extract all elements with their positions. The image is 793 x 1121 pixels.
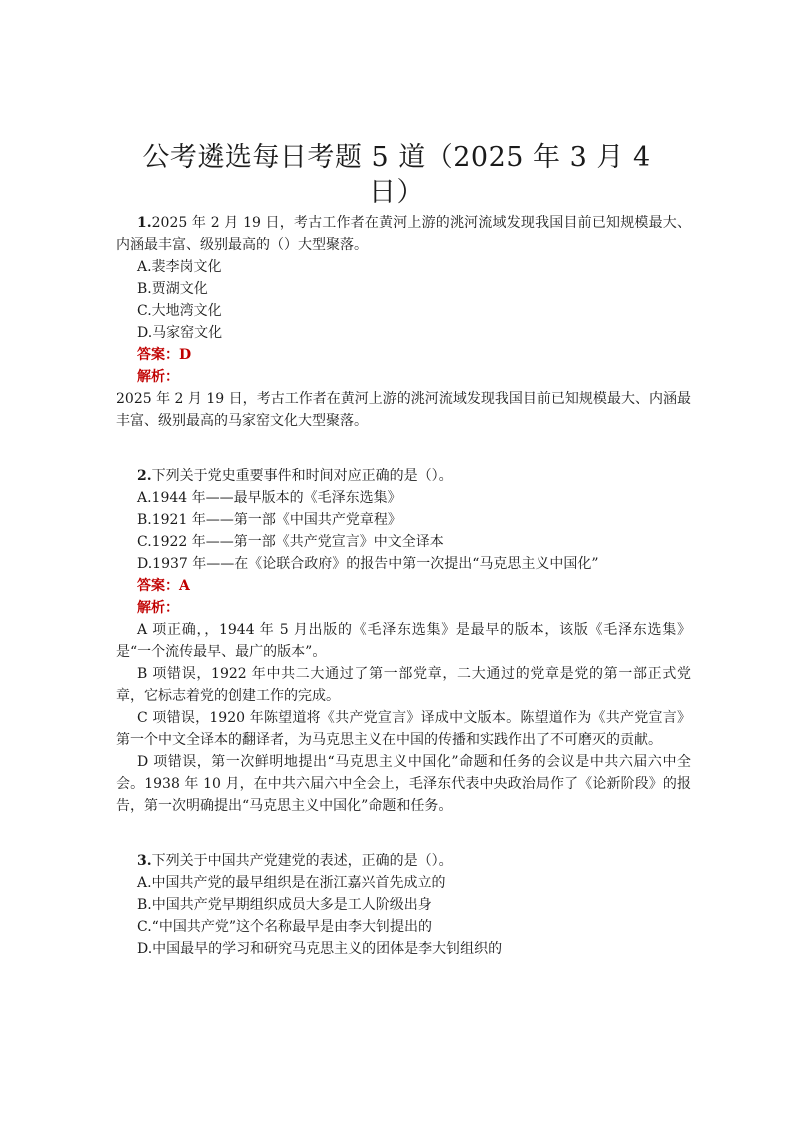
option-d: D.中国最早的学习和研究马克思主义的团体是李大钊组织的 <box>137 941 503 957</box>
question-number: 1. <box>137 215 152 231</box>
analysis-text: 2025 年 2 月 19 日，考古工作者在黄河上游的洮河流域发现我国目前已知规模最大、内涵最丰富、级别最高的马家窑文化大型聚落。 <box>116 391 691 429</box>
option-b: B.贾湖文化 <box>137 281 208 297</box>
analysis-paragraph-c: C 项错误，1920 年陈望道将《共产党宣言》译成中文版本。陈望道作为《共产党宣言》第一个中文全译本的翻译者，为马克思主义在中国的传播和实践作出了不可磨灭的贡献。 <box>116 710 691 748</box>
question-1-stem <box>116 212 691 256</box>
analysis-label: 解析： <box>137 600 179 616</box>
answer-label: 答案：A <box>137 578 190 594</box>
analysis-paragraph-b: B 项错误，1922 年中共二大通过了第一部党章，二大通过的党章是党的第一部正式党章，它标志着党的创建工作的完成。 <box>116 666 691 704</box>
analysis-paragraph-d: D 项错误，第一次鲜明地提出“马克思主义中国化”命题和任务的会议是中共六届六中全会。1938 年 10 月，在中共六届六中全会上，毛泽东代表中央政治局作了《论新阶段》的报告，第一次明确提出“马克思主义中国化”命题和任务。 <box>116 754 691 814</box>
question-number: 2. <box>137 468 152 484</box>
option-c: C.大地湾文化 <box>137 303 222 319</box>
option-c: C.1922 年——第一部《共产党宣言》中文全译本 <box>137 534 444 550</box>
question-3-stem <box>116 850 691 872</box>
question-text: 2025 年 2 月 19 日，考古工作者在黄河上游的洮河流域发现我国目前已知规模最大、内涵最丰富、级别最高的（）大型聚落。 <box>116 215 691 253</box>
content-body <box>116 212 691 960</box>
analysis-label: 解析： <box>137 369 179 385</box>
question-2-stem <box>116 465 691 487</box>
option-d: D.马家窑文化 <box>137 325 223 341</box>
option-d: D.1937 年——在《论联合政府》的报告中第一次提出“马克思主义中国化” <box>137 556 599 572</box>
option-a: A.裴李岗文化 <box>137 259 222 275</box>
page-title: 公考遴选每日考题 5 道（2025 年 3 月 4 日） <box>142 142 651 208</box>
question-text: 下列关于党史重要事件和时间对应正确的是（）。 <box>151 468 453 484</box>
option-b: B.中国共产党早期组织成员大多是工人阶级出身 <box>137 897 432 913</box>
option-c: C.“中国共产党”这个名称最早是由李大钊提出的 <box>137 919 432 935</box>
option-b: B.1921 年——第一部《中国共产党章程》 <box>137 512 402 528</box>
analysis-paragraph-a: A 项正确，，1944 年 5 月出版的《毛泽东选集》是最早的版本，该版《毛泽东选集》是“一个流传最早、最广的版本”。 <box>116 622 691 660</box>
option-a: A.中国共产党的最早组织是在浙江嘉兴首先成立的 <box>137 875 446 891</box>
answer-label: 答案：D <box>137 347 192 363</box>
question-text: 下列关于中国共产党建党的表述，正确的是（）。 <box>151 853 453 869</box>
question-number: 3. <box>137 853 152 869</box>
option-a: A.1944 年——最早版本的《毛泽东选集》 <box>137 490 402 506</box>
